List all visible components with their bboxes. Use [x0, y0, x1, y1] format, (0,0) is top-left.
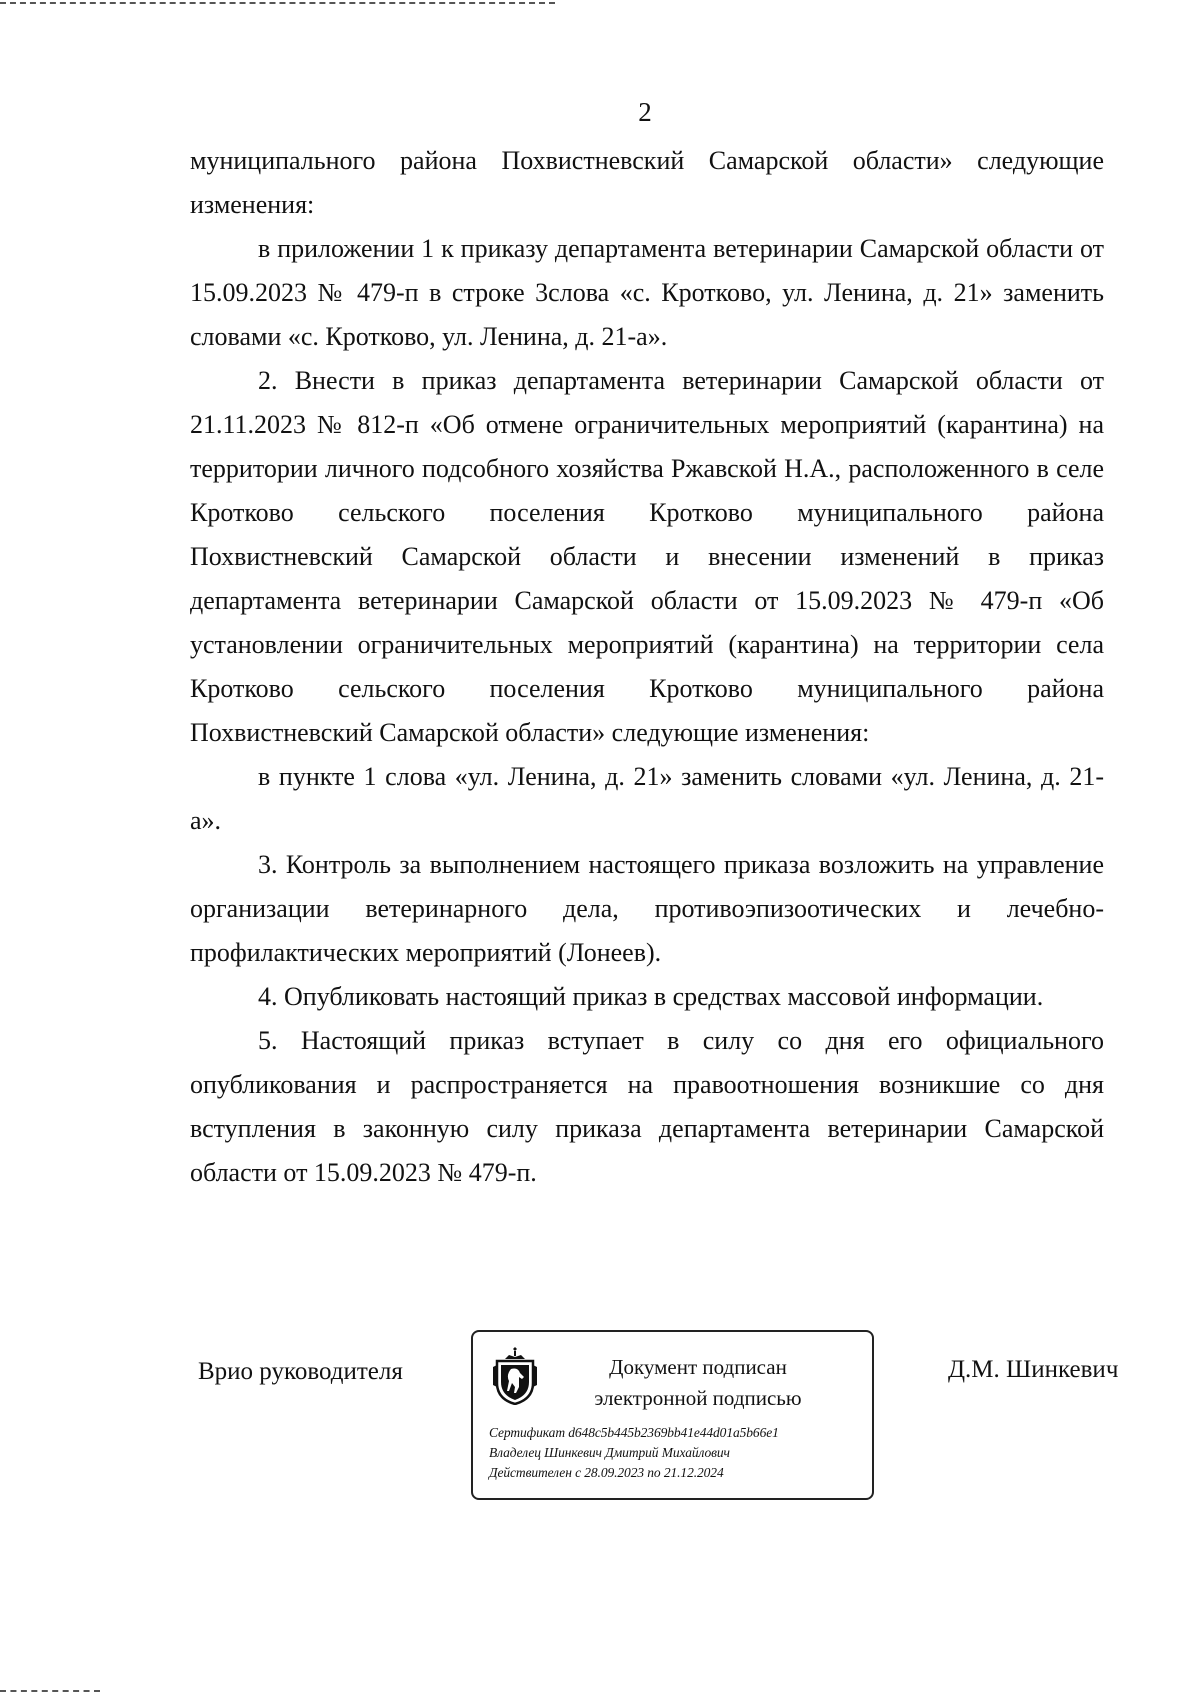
signatory-position: Врио руководителя	[198, 1358, 403, 1385]
stamp-title-line-2: электронной подписью	[594, 1386, 802, 1410]
paragraph-continuation: муниципального района Похвистневский Самарской области» следующие изменения:	[190, 146, 1104, 219]
stamp-details	[489, 1423, 869, 1483]
document-body	[190, 139, 1104, 1195]
paragraph-item-4: 4. Опубликовать настоящий приказ в средствах массовой информации.	[258, 982, 1044, 1011]
paragraph-item-3: 3. Контроль за выполнением настоящего приказа возложить на управление организации ветеринарного дела, противоэпизоотических и лечебно-профилактических мероприятий (Лонеев).	[190, 850, 1104, 967]
stamp-title-line-1: Документ подписан	[609, 1355, 787, 1379]
stamp-certificate: Сертификат d648c5b445b2369bb41e44d01a5b66e1	[489, 1425, 779, 1440]
paragraph-item-5: 5. Настоящий приказ вступает в силу со дня его официального опубликования и распространяется на правоотношения возникшие со дня вступления в законную силу приказа департамента ветеринарии Самарской области от 15.09.2023 № 479-п.	[190, 1026, 1104, 1187]
scan-edge-mark-top	[0, 2, 555, 4]
paragraph-item-2: 2. Внести в приказ департамента ветеринарии Самарской области от 21.11.2023 № 812-п «Об отмене ограничительных мероприятий (карантина) на территории личного подсобного хозяйства Ржавской Н.А., расположенного в селе Кротково сельского поселения Кротково муниципального района Похвистневский Самарской области и внесении изменений в приказ департамента ветеринарии Самарской области от 15.09.2023 № 479-п «Об установлении ограничительных мероприятий (карантина) на территории села Кротково сельского поселения Кротково муниципального района Похвистневский Самарской области» следующие изменения:	[190, 366, 1104, 747]
scan-edge-mark-bottom	[0, 1690, 100, 1692]
stamp-validity: Действителен с 28.09.2023 по 21.12.2024	[489, 1465, 724, 1480]
stamp-title	[573, 1352, 823, 1414]
page-number: 2	[638, 97, 652, 127]
stamp-owner: Владелец Шинкевич Дмитрий Михайлович	[489, 1445, 730, 1460]
samara-coat-of-arms-icon	[493, 1347, 537, 1405]
signatory-name: Д.М. Шинкевич	[948, 1356, 1119, 1383]
electronic-signature-stamp	[471, 1330, 874, 1500]
paragraph-amendment-1: в приложении 1 к приказу департамента ветеринарии Самарской области от 15.09.2023 № 479-п в строке 3слова «с. Кротково, ул. Ленина, д. 21» заменить словами «с. Кротково, ул. Ленина, д. 21-а».	[190, 234, 1104, 351]
paragraph-amendment-2: в пункте 1 слова «ул. Ленина, д. 21» заменить словами «ул. Ленина, д. 21-а».	[190, 762, 1104, 835]
